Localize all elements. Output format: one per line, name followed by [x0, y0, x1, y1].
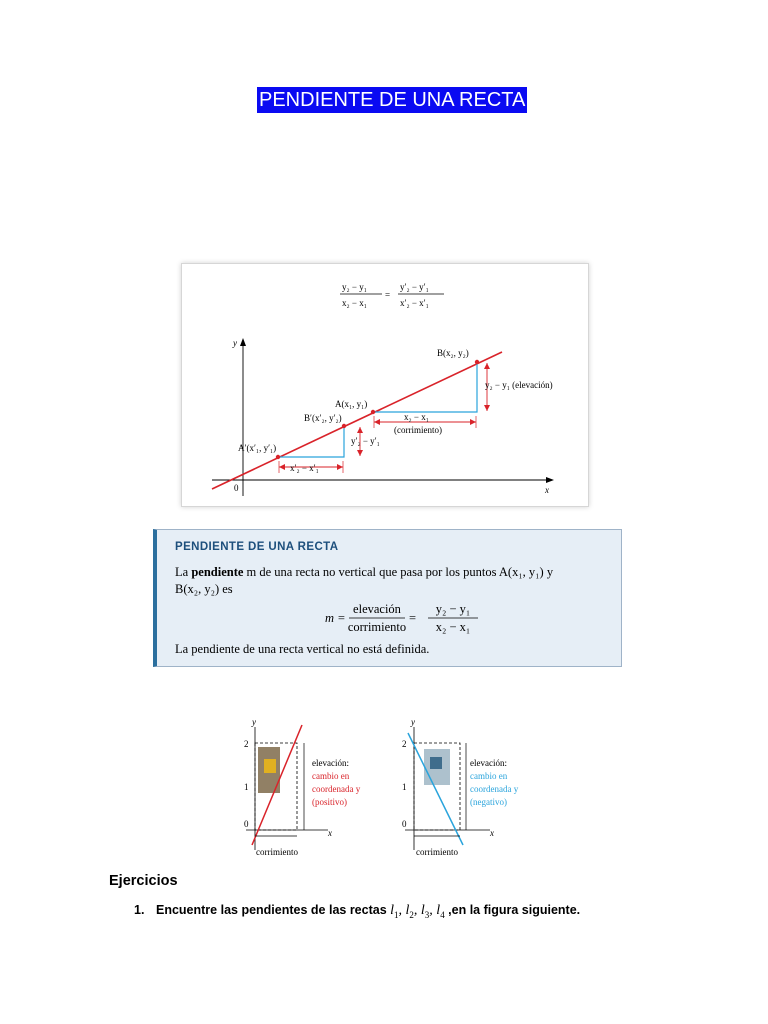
run-prime-arrow-left — [279, 464, 285, 470]
right-run-label: corrimiento — [416, 847, 458, 857]
x-axis-arrow — [546, 477, 554, 483]
slope-diagram — [182, 264, 588, 506]
l4-sub: 4 — [440, 909, 445, 920]
rise-label: y₂ − y₁ (elevación) — [485, 380, 553, 390]
point-a-prime — [276, 455, 280, 459]
point-b-prime — [342, 424, 346, 428]
formula-den-left: x₂ − x₁ — [342, 298, 367, 308]
page-title: PENDIENTE DE UNA RECTA — [259, 89, 526, 111]
right-skier-body — [430, 757, 442, 769]
definition-box — [153, 529, 622, 667]
y-axis-label: y — [233, 338, 237, 348]
run-label-1: x₂ − x₁ — [404, 412, 429, 422]
left-label-2: cambio en — [312, 771, 350, 781]
run-arrow-left — [374, 419, 380, 425]
rise-prime-arrow-top — [357, 427, 363, 433]
frac1-den: corrimiento — [347, 620, 407, 634]
l4-var: l — [436, 903, 441, 918]
rise-arrow-top — [484, 363, 490, 369]
right-tick-0: 0 — [402, 819, 407, 829]
two-panel-slope-diagram — [238, 717, 538, 862]
l1-var: l — [390, 903, 395, 918]
l2-sub: 2 — [409, 909, 414, 920]
l3-var: l — [420, 903, 425, 918]
definition-line-3: La pendiente de una recta vertical no está definida. — [175, 642, 430, 656]
run-label-2: (corrimiento) — [394, 425, 442, 435]
x-axis-label: x — [545, 485, 549, 495]
label-a-prime: A′(x′₁, y′₁) — [238, 443, 277, 453]
positive-negative-slope-figure — [238, 717, 538, 867]
label-b-prime: B′(x′₂, y′₂) — [304, 413, 342, 423]
left-x-label: x — [328, 828, 332, 838]
formula-num-left: y₂ − y₁ — [342, 282, 367, 292]
frac1-num: elevación — [353, 602, 401, 616]
right-label-1: elevación: — [470, 758, 507, 768]
left-label-3: coordenada y — [312, 784, 361, 794]
equals-2: = — [409, 611, 417, 625]
right-label-3: coordenada y — [470, 784, 519, 794]
definition-term: pendiente — [191, 565, 244, 579]
run-prime-label: x′₂ − x′₁ — [290, 463, 319, 473]
definition-text-1-pre: La — [175, 565, 192, 579]
definition-line-1 — [175, 565, 553, 580]
l1-sub: 1 — [394, 909, 399, 920]
right-y-label: y — [411, 717, 415, 727]
slope-formula — [307, 598, 487, 638]
right-tick-2: 2 — [402, 739, 407, 749]
left-label-4: (positivo) — [312, 797, 347, 807]
exercise-1-text-post: ,en la figura siguiente. — [444, 903, 581, 917]
frac2-num: y₂ − y₁ — [435, 602, 471, 616]
right-x-label: x — [490, 828, 494, 838]
definition-text-1-post: m de una recta no vertical que pasa por los puntos A(x₁, y₁) y — [243, 565, 554, 579]
run-arrow-right — [470, 419, 476, 425]
left-tick-0: 0 — [244, 819, 249, 829]
rise-prime-label: y′₂ − y′₁ — [351, 436, 380, 446]
label-b: B(x₂, y₂) — [437, 348, 469, 358]
exercise-1-number: 1. — [134, 903, 145, 917]
rise-arrow-bottom — [484, 405, 490, 411]
point-a — [371, 410, 375, 414]
exercise-1-lines: $l_1$, $l_2$, $l_3$, $l_4$ — [390, 903, 445, 920]
l2-var: l — [405, 903, 410, 918]
large-slope-triangle — [373, 362, 477, 412]
left-y-label: y — [252, 717, 256, 727]
right-label-4: (negativo) — [470, 797, 507, 807]
formula-eq: = — [385, 290, 391, 300]
run-prime-arrow-right — [337, 464, 343, 470]
label-a: A(x₁, y₁) — [335, 399, 368, 409]
right-label-2: cambio en — [470, 771, 508, 781]
left-label-1: elevación: — [312, 758, 349, 768]
rise-prime-arrow-bottom — [357, 450, 363, 456]
point-b — [475, 360, 479, 364]
definition-line-2: B(x₂, y₂) es — [175, 582, 233, 596]
origin-label: 0 — [234, 483, 239, 493]
formula-den-right: x′₂ − x′₁ — [400, 298, 429, 308]
left-tick-1: 1 — [244, 782, 249, 792]
frac2-den: x₂ − x₁ — [435, 620, 471, 634]
l3-sub: 3 — [424, 909, 430, 920]
left-run-label: corrimiento — [256, 847, 298, 857]
exercise-1-text-pre: Encuentre las pendientes de las rectas — [156, 903, 391, 917]
exercise-1 — [134, 903, 580, 920]
left-climber-jacket — [264, 759, 276, 773]
slope-figure — [181, 263, 589, 507]
m-equals: m = — [325, 611, 346, 625]
red-line — [212, 352, 502, 489]
y-axis-arrow — [240, 338, 246, 346]
left-tick-2: 2 — [244, 739, 249, 749]
definition-heading: PENDIENTE DE UNA RECTA — [175, 541, 339, 553]
exercises-heading: Ejercicios — [109, 873, 178, 889]
formula-num-right: y′₂ − y′₁ — [400, 282, 429, 292]
right-tick-1: 1 — [402, 782, 407, 792]
